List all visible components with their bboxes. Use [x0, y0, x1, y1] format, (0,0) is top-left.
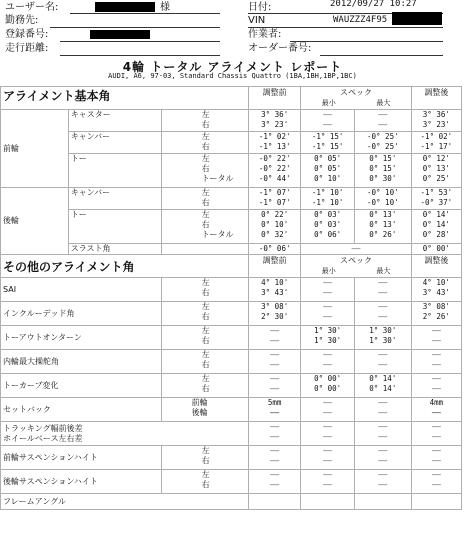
side-labels: 左 右 トータル [161, 154, 248, 188]
front-wheel-label: 前輪 [1, 110, 69, 188]
side-labels: 左 右 [161, 446, 248, 470]
redacted-vin [392, 12, 442, 25]
after-values: 4° 10' 3° 43' [411, 278, 461, 302]
after-values: —— —— [411, 422, 461, 446]
user-underline [70, 13, 220, 14]
section1-header-row [1, 87, 462, 110]
redacted-user-name [95, 2, 155, 12]
row-label: キャンバー [68, 132, 161, 154]
min-values: 0° 03' 0° 03' 0° 06' [301, 210, 355, 244]
table-row [1, 494, 462, 510]
col-min: 最小 [321, 267, 336, 275]
before-values: -1° 02' -1° 13' [248, 132, 300, 154]
row-label: フレームアングル [1, 494, 249, 510]
after-values: 3° 08' 2° 26' [411, 302, 461, 326]
section2-title: その他のアライメント角 [1, 255, 249, 278]
max-values: —— —— [354, 350, 411, 374]
table-row [1, 422, 462, 446]
col-max: 最大 [376, 99, 391, 107]
operator-label: 作業者: [248, 29, 282, 40]
col-spec-label: スペック [340, 256, 373, 265]
col-max: 最大 [376, 267, 391, 275]
col-before: 調整前 [248, 255, 300, 278]
workplace-underline [50, 27, 220, 28]
before-values: 3° 08' 2° 30' [248, 302, 300, 326]
spec-value: —— [301, 244, 411, 255]
max-values: —— —— [354, 278, 411, 302]
row-label: トラッキング幅前後差 ホイールベース左右差 [1, 422, 249, 446]
before-values: —— —— [248, 326, 300, 350]
before-values: 4° 10' 3° 43' [248, 278, 300, 302]
col-after: 調整後 [411, 87, 461, 110]
before-values: —— —— [248, 470, 300, 494]
row-label: インクルーデッド角 [1, 302, 162, 326]
side-labels: 左 右 [161, 326, 248, 350]
table-row [1, 470, 462, 494]
before-value: -0° 06' [248, 244, 300, 255]
side-labels: 前輪 後輪 [161, 398, 248, 422]
after-values: —— —— [411, 374, 461, 398]
after-values: —— —— [411, 446, 461, 470]
empty-cell [411, 494, 461, 510]
section1-title: アライメント基本角 [1, 87, 249, 110]
side-labels: 左 右 トータル [161, 210, 248, 244]
table-row [1, 244, 462, 255]
before-values: 0° 22' 0° 10' 0° 32' [248, 210, 300, 244]
max-values: 0° 15' 0° 15' 0° 30' [354, 154, 411, 188]
min-values: 0° 00' 0° 00' [301, 374, 355, 398]
before-values: —— —— [248, 350, 300, 374]
row-label: キャンバー [68, 188, 161, 210]
min-values: —— —— [301, 470, 355, 494]
min-values: —— —— [301, 302, 355, 326]
order-label: オーダー番号: [248, 43, 312, 54]
row-label: 後輪サスペンションハイト [1, 470, 162, 494]
empty-cell [161, 244, 248, 255]
min-values: -1° 10' -1° 10' [301, 188, 355, 210]
mileage-underline [60, 55, 220, 56]
min-values: —— —— [301, 278, 355, 302]
before-values: -0° 22' -0° 22' -0° 44' [248, 154, 300, 188]
table-row [1, 302, 462, 326]
date-label: 日付: [248, 2, 272, 13]
after-values: 4mm —— [411, 398, 461, 422]
col-min: 最小 [321, 99, 336, 107]
table-row [1, 154, 462, 188]
report-title: 4輪 トータル アライメント レポート [122, 60, 343, 74]
max-values: 0° 14' 0° 14' [354, 374, 411, 398]
section2-header-row [1, 255, 462, 278]
before-values: —— —— [248, 446, 300, 470]
table-row [1, 374, 462, 398]
after-values: -1° 02' -1° 17' [411, 132, 461, 154]
min-values: —— —— [301, 422, 355, 446]
after-values: —— —— [411, 350, 461, 374]
before-values: 3° 36' 3° 23' [248, 110, 300, 132]
side-labels: 左 右 [161, 374, 248, 398]
table-row [1, 110, 462, 132]
after-values: —— —— [411, 470, 461, 494]
side-labels: 左 右 [161, 132, 248, 154]
vin-value: WAUZZZ4F95 [333, 15, 388, 25]
workplace-label: 勤務先: [5, 15, 39, 26]
max-values: —— —— [354, 422, 411, 446]
after-values: 0° 14' 0° 14' 0° 28' [411, 210, 461, 244]
after-values: 0° 12' 0° 13' 0° 25' [411, 154, 461, 188]
side-labels: 左 右 [161, 302, 248, 326]
vehicle-subtitle: AUDI, A6, 97-03, Standard Chassis Quattro (1BA,1BH,1BP,1BC) [108, 72, 357, 80]
side-labels: 左 右 [161, 350, 248, 374]
row-label: SAI [1, 278, 162, 302]
table-row [1, 446, 462, 470]
report-header [0, 0, 465, 56]
table-row [1, 278, 462, 302]
row-label: 前輪サスペンションハイト [1, 446, 162, 470]
table-row [1, 132, 462, 154]
operator-underline [290, 41, 443, 42]
row-label: トーカーブ変化 [1, 374, 162, 398]
table-row [1, 398, 462, 422]
col-spec-sub [301, 266, 410, 276]
max-values: —— —— [354, 446, 411, 470]
side-labels: 左 右 [161, 110, 248, 132]
date-value: 2012/09/27 10:27 [330, 0, 417, 9]
min-values: —— —— [301, 350, 355, 374]
col-spec [301, 255, 411, 278]
after-values: -1° 53' -0° 37' [411, 188, 461, 210]
before-values: —— —— [248, 422, 300, 446]
side-labels: 左 右 [161, 278, 248, 302]
before-values: -1° 07' -1° 07' [248, 188, 300, 210]
col-spec-sub [301, 98, 410, 108]
min-values: -1° 15' -1° 15' [301, 132, 355, 154]
row-label: スラスト角 [68, 244, 161, 255]
empty-cell [301, 494, 355, 510]
row-label: キャスター [68, 110, 161, 132]
table-row [1, 210, 462, 244]
min-values: —— —— [301, 110, 355, 132]
col-spec [301, 87, 411, 110]
after-values: 3° 36' 3° 23' [411, 110, 461, 132]
empty-cell [354, 494, 411, 510]
row-label: 内輪最大操舵角 [1, 350, 162, 374]
redacted-registration [90, 30, 150, 39]
order-underline [320, 55, 443, 56]
max-values: —— —— [354, 110, 411, 132]
col-spec-label: スペック [340, 88, 373, 97]
min-values: 0° 05' 0° 05' 0° 10' [301, 154, 355, 188]
table-row [1, 350, 462, 374]
col-after: 調整後 [411, 255, 461, 278]
after-values: —— —— [411, 326, 461, 350]
min-values: —— —— [301, 398, 355, 422]
side-labels: 左 右 [161, 188, 248, 210]
table-row [1, 188, 462, 210]
before-values: —— —— [248, 374, 300, 398]
side-labels: 左 右 [161, 470, 248, 494]
before-values: 5mm —— [248, 398, 300, 422]
max-values: 1° 30' 1° 30' [354, 326, 411, 350]
rear-wheel-label: 後輪 [1, 188, 69, 255]
user-suffix: 様 [160, 2, 170, 13]
vin-label: VIN [248, 15, 266, 26]
row-label: トーアウトオンターン [1, 326, 162, 350]
registration-underline [60, 41, 220, 42]
max-values: -0° 25' -0° 25' [354, 132, 411, 154]
max-values: —— —— [354, 302, 411, 326]
min-values: 1° 30' 1° 30' [301, 326, 355, 350]
registration-label: 登録番号: [5, 29, 49, 40]
max-values: —— —— [354, 398, 411, 422]
empty-cell [248, 494, 300, 510]
after-value: 0° 00' [411, 244, 461, 255]
col-before: 調整前 [248, 87, 300, 110]
table-row [1, 326, 462, 350]
user-label: ユーザー名: [5, 2, 59, 13]
max-values: 0° 13' 0° 13' 0° 26' [354, 210, 411, 244]
mileage-label: 走行距離: [5, 43, 49, 54]
min-values: —— —— [301, 446, 355, 470]
alignment-table [0, 86, 462, 510]
row-label: トー [68, 210, 161, 244]
row-label: トー [68, 154, 161, 188]
max-values: —— —— [354, 470, 411, 494]
max-values: -0° 10' -0° 10' [354, 188, 411, 210]
row-label: セットバック [1, 398, 162, 422]
